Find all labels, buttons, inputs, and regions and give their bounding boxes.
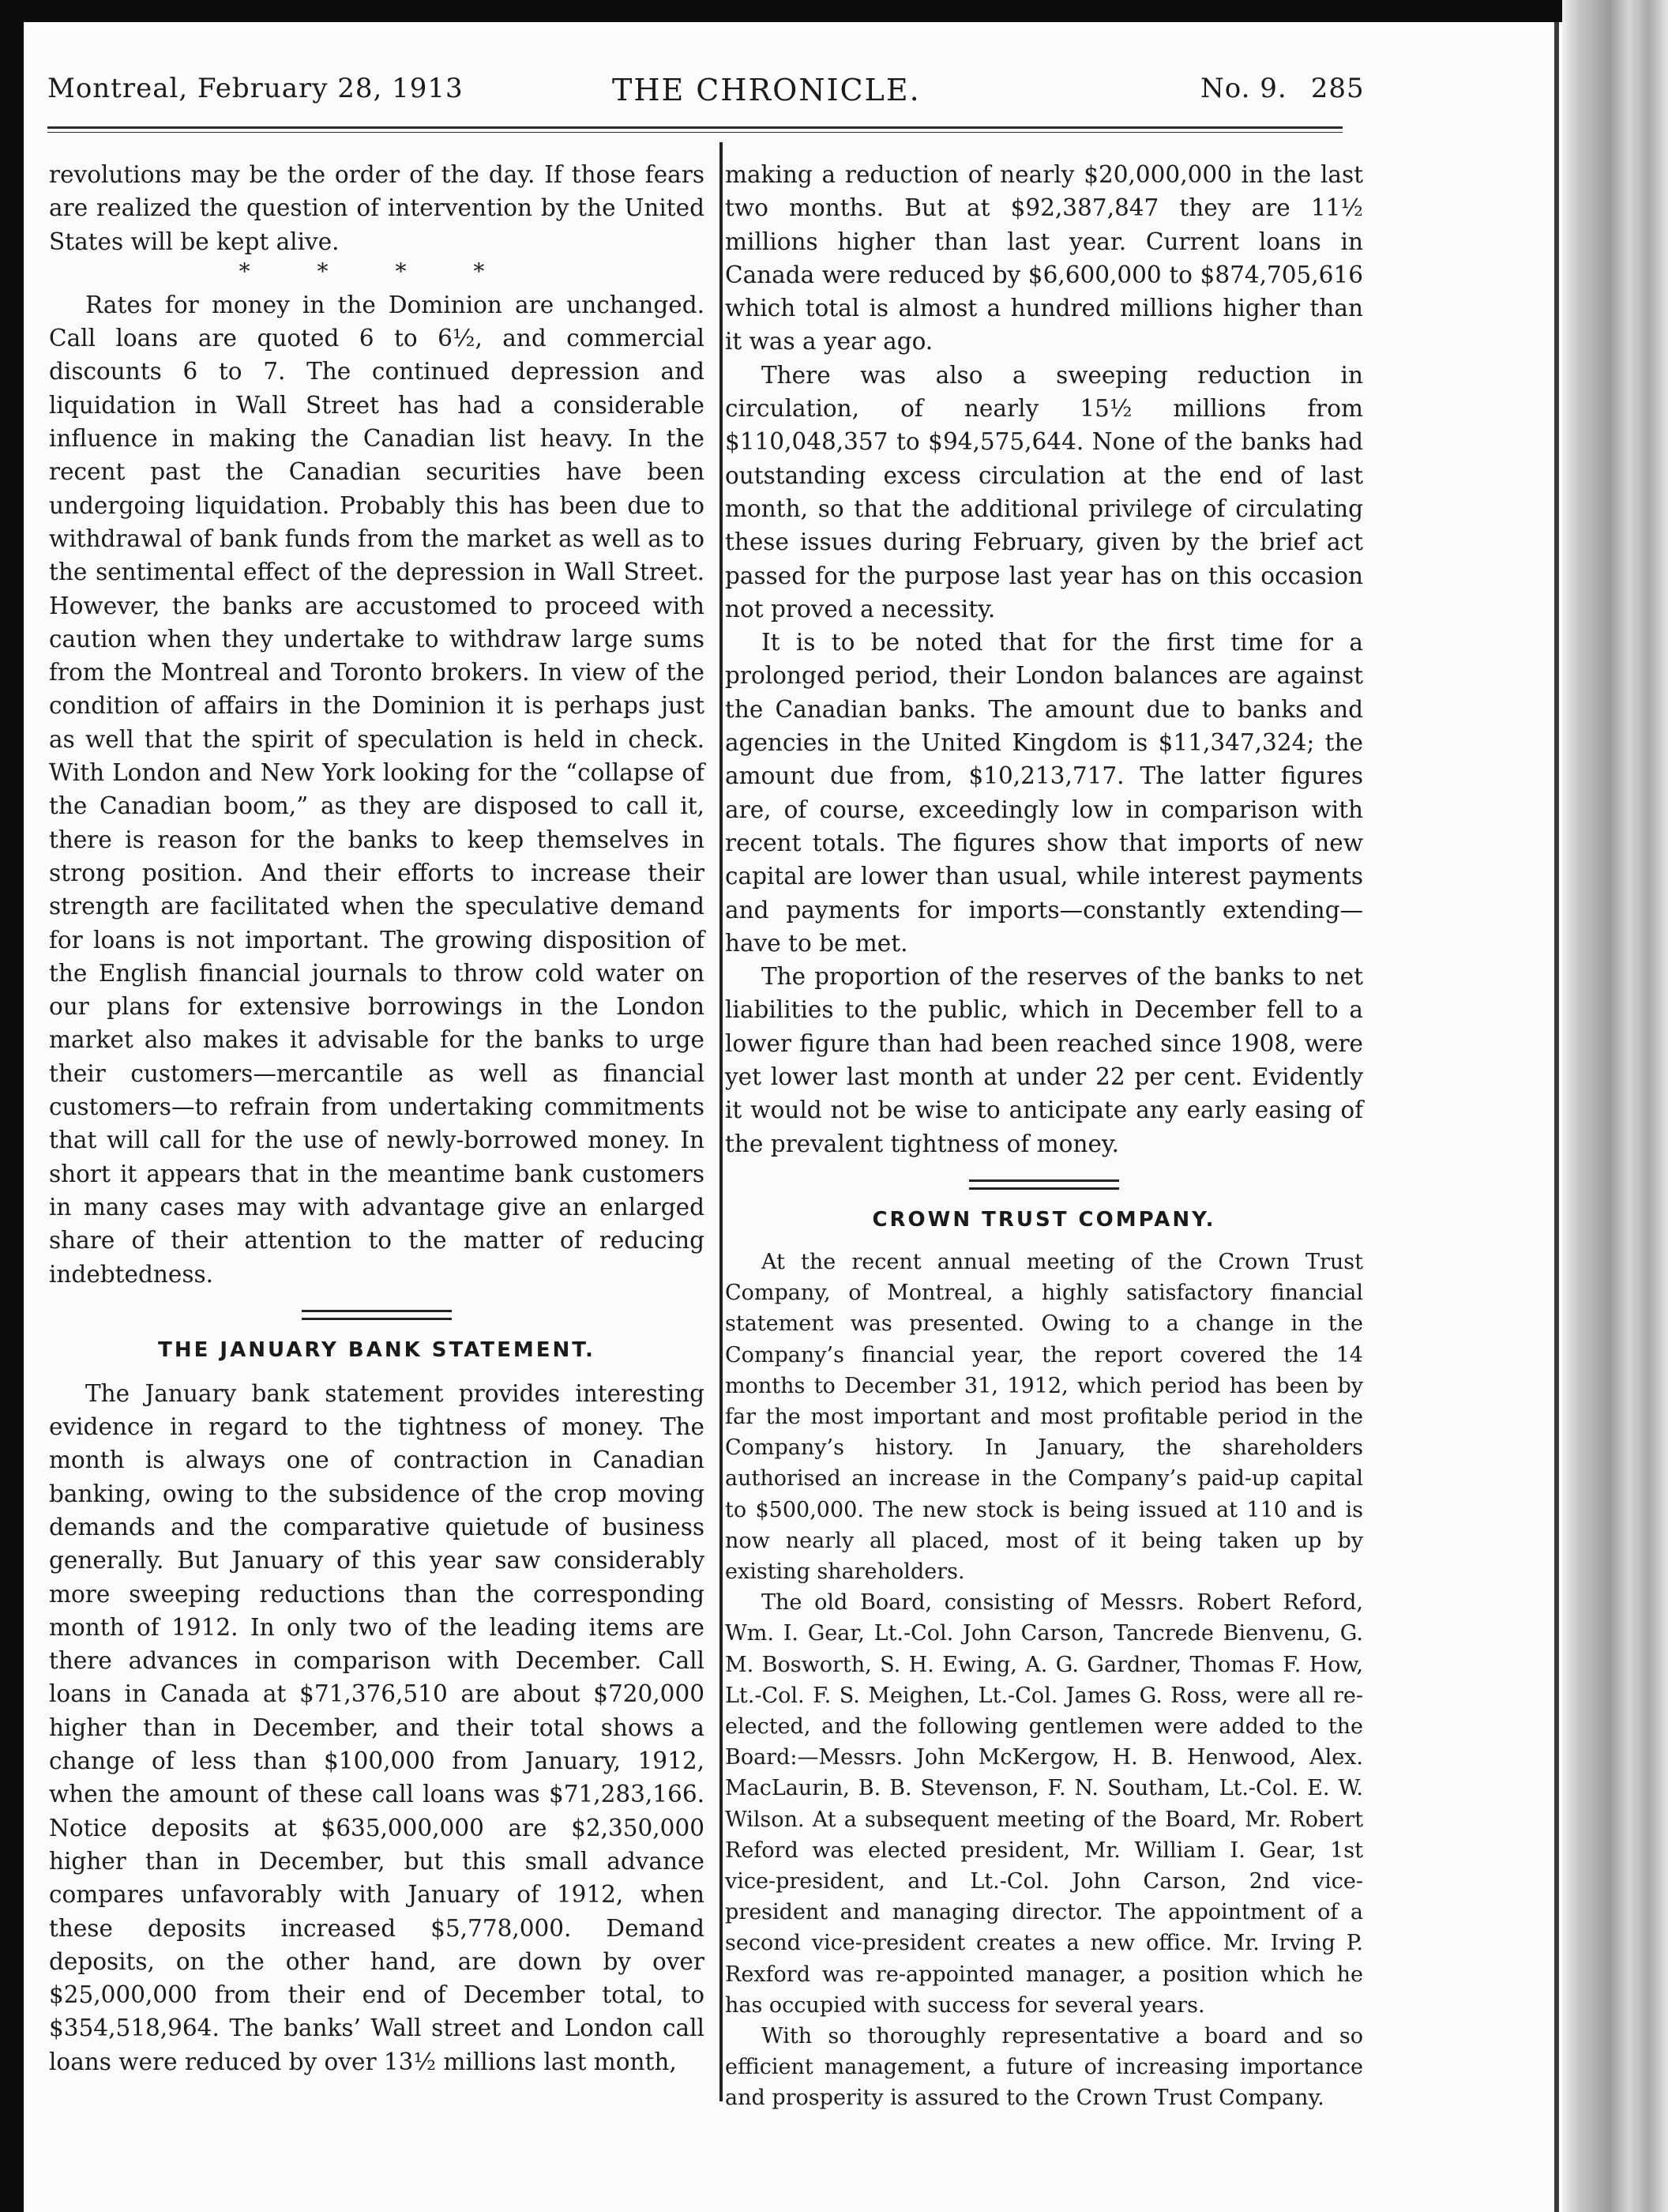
- page-header: [47, 73, 1365, 117]
- london-balances-paragraph: It is to be noted that for the first time for a prolonged period, their London balances are against the Canadian banks. The amount due to banks and agencies in the United Kingdom is $11,347,324; the amount due from, $10,213,717. The latter figures are, of course, exceedingly low in comparison with recent totals. The figures show that imports of new capital are lower than usual, while interest payments and payments for imports—constantly extending—have to be met.: [725, 629, 1363, 957]
- section-separator: [302, 1310, 452, 1320]
- masthead-title: THE CHRONICLE.: [612, 73, 921, 107]
- section-separator: [969, 1179, 1119, 1190]
- left-column: [49, 158, 704, 2078]
- scan-edge-left: [0, 0, 24, 2212]
- section-stars: * * * *: [239, 258, 515, 284]
- continuation-paragraph: making a reduction of nearly $20,000,000 in the last two months. But at $92,387,847 they are 11½ millions higher than last year. Current loans in Canada were reduced by $6,600,000 to $874,705,616 which total is almost a hundred millions higher than it was a year ago.: [725, 161, 1363, 356]
- crown-trust-title: CROWN TRUST COMPANY.: [872, 1207, 1216, 1232]
- header-rule: [47, 126, 1343, 133]
- issue-number: No. 9.: [1200, 73, 1287, 104]
- page-number: 285: [1310, 73, 1365, 104]
- reserves-paragraph: The proportion of the reserves of the banks to net liabilities to the public, which in December fell to a lower figure than had been reached since 1908, were yet lower last month at under 22 per cent. Evidently it would not be wise to anticipate any early easing of the prevalent tightness of money.: [725, 963, 1363, 1157]
- january-statement-paragraph: The January bank statement provides interesting evidence in regard to the tightness of money. The month is always one of contraction in Canadian banking, owing to the subsidence of the crop moving demands and the comparative quietude of business generally. But January of this year saw considerably more sweeping reductions than the corresponding month of 1912. In only two of the leading items are there advances in comparison with December. Call loans in Canada at $71,376,510 are about $720,000 higher than in December, and their total shows a change of less than $100,000 from January, 1912, when the amount of these call loans was $71,283,166. Notice deposits at $635,000,000 are $2,350,000 higher than in December, but this small advance compares unfavorably with January of 1912, when these deposits increased $5,778,000. Demand deposits, on the other hand, are down by over $25,000,000 from their end of December total, to $354,518,964. The banks’ Wall street and London call loans were reduced by over 13½ millions last month,: [49, 1379, 704, 2075]
- january-statement-title: THE JANUARY BANK STATEMENT.: [158, 1337, 595, 1362]
- scan-edge-top: [0, 0, 1668, 22]
- book-edge-right: [1562, 0, 1668, 2212]
- crown-trust-paragraph-3: With so thoroughly representative a board and so efficient management, a future of increasing importance and prosperity is assured to the Crown Trust Company.: [725, 2023, 1363, 2111]
- intro-paragraph: revolutions may be the order of the day. If those fears are realized the question of intervention by the United States will be kept alive.: [49, 161, 704, 255]
- crown-trust-article: [725, 1247, 1363, 2114]
- crown-trust-paragraph-2: The old Board, consisting of Messrs. Robert Reford, Wm. I. Gear, Lt.-Col. John Carson, Tancrede Bienvenu, G. M. Bosworth, S. H. Ewing, A. G. Gardner, Thomas F. How, Lt.-Col. F. S. Meighen, Lt.-Col. James G. Ross, were all re-elected, and the following gentlemen were added to the Board:—Messrs. John McKergow, H. B. Henwood, Alex. MacLaurin, B. B. Stevenson, F. N. Southam, Lt.-Col. E. W. Wilson. At a subsequent meeting of the Board, Mr. Robert Reford was elected president, Mr. William I. Gear, 1st vice-president, and Lt.-Col. John Carson, 2nd vice-president and managing director. The appointment of a second vice-president creates a new office. Mr. Irving P. Rexford was re-appointed manager, a position which he has occupied with success for several years.: [725, 1590, 1363, 2018]
- header-dateline: Montreal, February 28, 1913: [47, 73, 464, 104]
- page-spine: [1554, 22, 1559, 2212]
- right-column: [725, 158, 1363, 2114]
- circulation-paragraph: There was also a sweeping reduction in circulation, of nearly 15½ millions from $110,048,357 to $94,575,644. None of the banks had outstanding excess circulation at the end of last month, so that the additional privilege of circulating these issues during February, given by the brief act passed for the purpose last year has on this occasion not proved a necessity.: [725, 361, 1363, 623]
- column-divider: [719, 142, 723, 2101]
- money-rates-paragraph: Rates for money in the Dominion are unchanged. Call loans are quoted 6 to 6½, and commercial discounts 6 to 7. The continued depression and liquidation in Wall Street has had a considerable influence in making the Canadian list heavy. In the recent past the Canadian securities have been undergoing liquidation. Probably this has been due to withdrawal of bank funds from the market as well as to the sentimental effect of the depression in Wall Street. However, the banks are accustomed to proceed with caution when they undertake to withdraw large sums from the Montreal and Toronto brokers. In view of the condition of affairs in the Dominion it is perhaps just as well that the spirit of speculation is held in check. With London and New York looking for the “collapse of the Canadian boom,” as they are disposed to call it, there is reason for the banks to keep themselves in strong position. And their efforts to increase their strength are facilitated when the speculative demand for loans is not important. The growing disposition of the English financial journals to throw cold water on our plans for extensive borrowings in the London market also makes it advisable for the banks to urge their customers—mercantile as well as financial customers—to refrain from undertaking commitments that will call for the use of newly-borrowed money. In short it appears that in the meantime bank customers in many cases may with advantage give an enlarged share of their attention to the matter of reducing indebtedness.: [49, 291, 704, 1288]
- header-issue-page: [1200, 73, 1365, 104]
- crown-trust-paragraph-1: At the recent annual meeting of the Crown Trust Company, of Montreal, a highly satisfactory financial statement was presented. Owing to a change in the Company’s financial year, the report covered the 14 months to December 31, 1912, which period has been by far the most important and most profitable period in the Company’s history. In January, the shareholders authorised an increase in the Company’s paid-up capital to $500,000. The new stock is being issued at 110 and is now nearly all placed, most of it being taken up by existing shareholders.: [725, 1249, 1363, 1584]
